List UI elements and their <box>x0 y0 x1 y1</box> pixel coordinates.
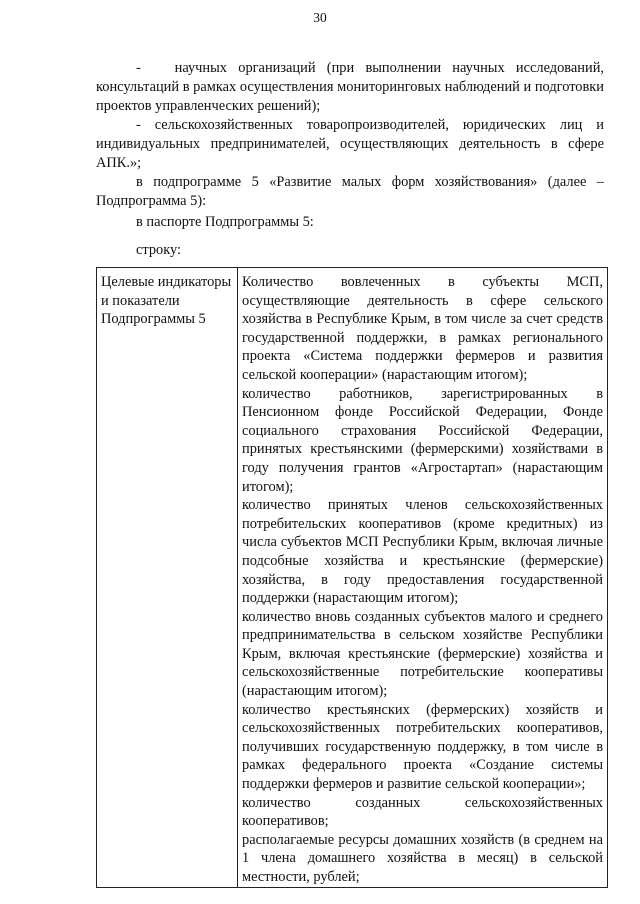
indicator-item: располагаемые ресурсы домашних хозяйств (в среднем на 1 члена домашнего хозяйства в месяц) в сельской местности, рублей; <box>242 831 603 885</box>
indicator-item: количество работников, зарегистрированных в Пенсионном фонде Российской Федерации, Фонде социального страхования Российской Федерации, принятых крестьянскими (фермерскими) хозяйствами в году получения грантов «Агростартап» (нарастающим итогом); <box>242 385 603 495</box>
indicator-item: количество созданных сельскохозяйственных кооперативов; <box>242 794 603 830</box>
indicator-item: количество крестьянских (фермерских) хозяйств и сельскохозяйственных потребительских кооперативов, получивших государственную поддержку, в том числе в рамках федерального проекта «Создание системы поддержки фермеров и развитие сельской кооперации»; <box>242 701 603 793</box>
indicator-item: количество вновь созданных субъектов малого и среднего предпринимательства в сельском хозяйстве Республики Крым, включая крестьянские (фермерские) хозяйства и сельскохозяйственные потребительские кооперативы (нарастающим итогом); <box>242 608 603 700</box>
indicator-item: количество принятых членов сельскохозяйственных потребительских кооперативов (кроме кредитных) из числа субъектов МСП Республики Крым, включая личные подсобные хозяйства и крестьянские (фермерские) хозяйства, в году предоставления государственной поддержки (нарастающим итогом); <box>242 497 603 607</box>
indicators-table <box>96 267 608 888</box>
paragraph-scientific-organizations: - научных организаций (при выполнении научных исследований, консультаций в рамках осуществления мониторинговых наблюдений и подготовки проектов управленческих решений); <box>96 60 604 114</box>
paragraph-subprogram-5: в подпрограмме 5 «Развитие малых форм хозяйствования» (далее – Подпрограмма 5): <box>96 174 604 209</box>
table-content-cell <box>238 268 608 888</box>
page-number: 30 <box>313 10 327 25</box>
table-label-text: Целевые индикаторы и показатели Подпрограммы 5 <box>101 274 232 328</box>
paragraph-row-intro: строку: <box>136 242 182 258</box>
table-label-cell <box>97 268 238 888</box>
table-row <box>97 268 608 888</box>
paragraph-agricultural-producers: - сельскохозяйственных товаропроизводителей, юридических лиц и индивидуальных предпринимателей, осуществляющих деятельность в сфере АПК.»; <box>96 117 604 171</box>
indicator-item: Количество вовлеченных в субъекты МСП, осуществляющие деятельность в сфере сельского хозяйства в Республике Крым, в том числе за счет средств государственной поддержки, в рамках регионального проекта «Система поддержки фермеров и развития сельской кооперации» (нарастающим итогом); <box>242 274 603 383</box>
paragraph-subprogram-passport: в паспорте Подпрограммы 5: <box>136 214 314 230</box>
